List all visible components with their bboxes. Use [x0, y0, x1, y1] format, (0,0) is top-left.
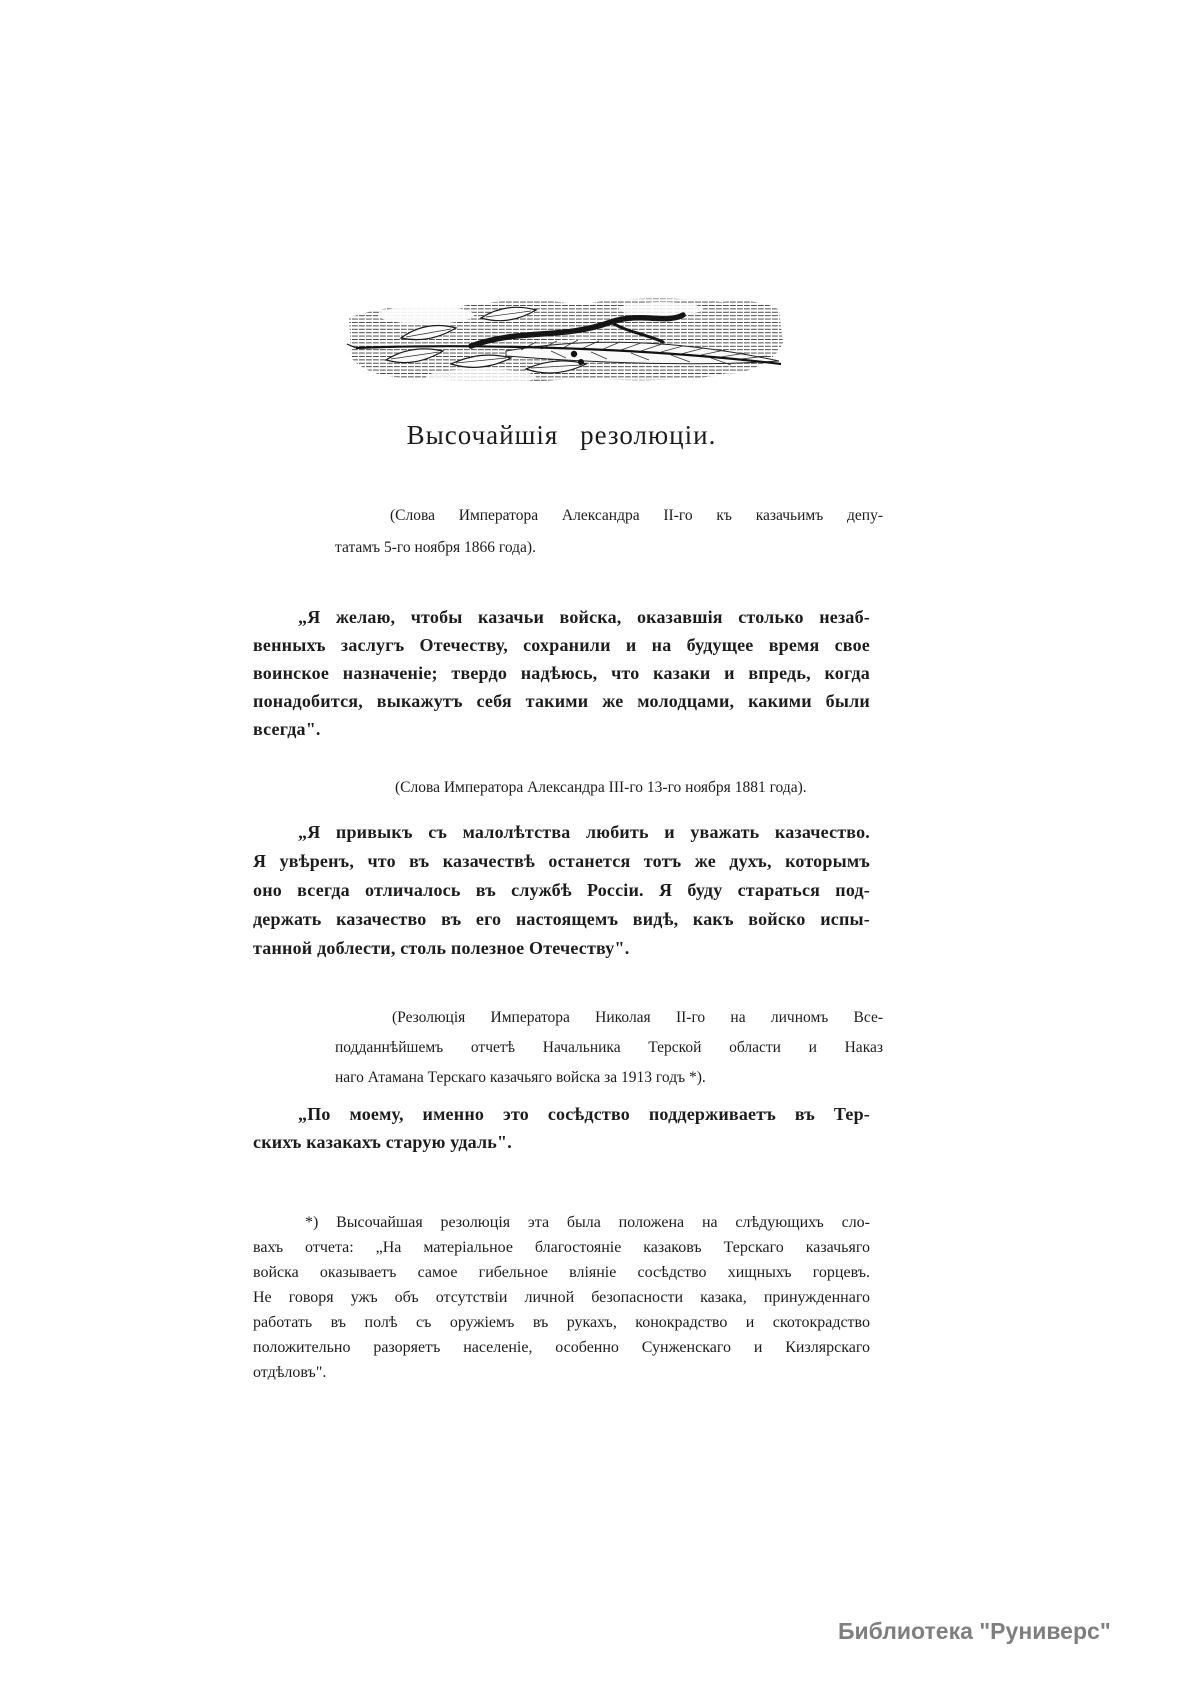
attribution-alexander-iii	[395, 776, 873, 800]
text-line: держать казачество въ его настоящемъ видѣ, какъ войско испы-	[253, 909, 870, 929]
text-line: вахъ отчета: „На матеріальное благостояніе казаковъ Терскаго казачьяго	[253, 1239, 870, 1256]
text-line: танной доблести, столь полезное Отечеству".	[253, 938, 630, 958]
text-line: понадобится, выкажутъ себя такими же молодцами, какими были	[253, 691, 870, 711]
text-line: (Резолюція Императора Николая II-го на личномъ Все-	[392, 1009, 883, 1026]
text-line: татамъ 5-го ноября 1866 года).	[335, 539, 536, 556]
imperial-quote-alexander-iii	[253, 818, 870, 963]
runiverse-library-watermark: Библиотека "Руниверс"	[838, 1618, 1111, 1644]
attribution-nicholas-ii	[335, 1003, 883, 1093]
text-line: положительно разоряетъ населеніе, особенно Сунженскаго и Кизлярскаго	[253, 1339, 870, 1356]
text-line: наго Атамана Терскаго казачьяго войска за 1913 годъ *).	[335, 1069, 706, 1086]
text-line: Не говоря ужъ объ отсутствіи личной безопасности казака, принужденнаго	[253, 1289, 870, 1306]
text-line: (Слова Императора Александра III-го 13-го ноября 1881 года).	[395, 779, 807, 796]
headpiece-engraving	[331, 288, 791, 400]
imperial-quote-nicholas-ii	[253, 1100, 870, 1156]
quill-and-laurel-engraving-icon	[331, 288, 791, 400]
text-line: отдѣловъ".	[253, 1364, 327, 1381]
text-line: войска оказываетъ самое гибельное вліяніе сосѣдство хищныхъ горцевъ.	[253, 1264, 870, 1281]
text-line: „Я привыкъ съ малолѣтства любить и уважать казачество.	[298, 822, 870, 842]
imperial-quote-alexander-ii	[253, 603, 870, 743]
text-line: *) Высочайшая резолюція эта была положена на слѣдующихъ сло-	[305, 1214, 870, 1231]
text-line: „Я желаю, чтобы казачьи войска, оказавшія столько незаб-	[298, 607, 870, 627]
text-line: оно всегда отличалось въ службѣ Россіи. Я буду стараться под-	[253, 880, 870, 900]
footnote	[253, 1210, 870, 1385]
text-line: скихъ казакахъ старую удаль".	[253, 1132, 512, 1152]
text-line: работать въ полѣ съ оружіемъ въ рукахъ, конокрадство и скотокрадство	[253, 1314, 870, 1331]
text-line: подданнѣйшемъ отчетѣ Начальника Терской области и Наказ	[335, 1039, 883, 1056]
text-line: воинское назначеніе; твердо надѣюсь, что казаки и впредь, когда	[253, 663, 870, 683]
text-line: всегда".	[253, 719, 321, 739]
text-line: Я увѣренъ, что въ казачествѣ останется тотъ же духъ, которымъ	[253, 851, 870, 871]
text-line: „По моему, именно это сосѣдство поддерживаетъ въ Тер-	[298, 1104, 870, 1124]
attribution-alexander-ii	[335, 500, 883, 564]
page-title: Высочайшія резолюціи.	[406, 420, 717, 450]
text-line: (Слова Императора Александра II-го къ казачьимъ депу-	[390, 507, 883, 524]
text-line: венныхъ заслугъ Отечеству, сохранили и на будущее время свое	[253, 635, 870, 655]
